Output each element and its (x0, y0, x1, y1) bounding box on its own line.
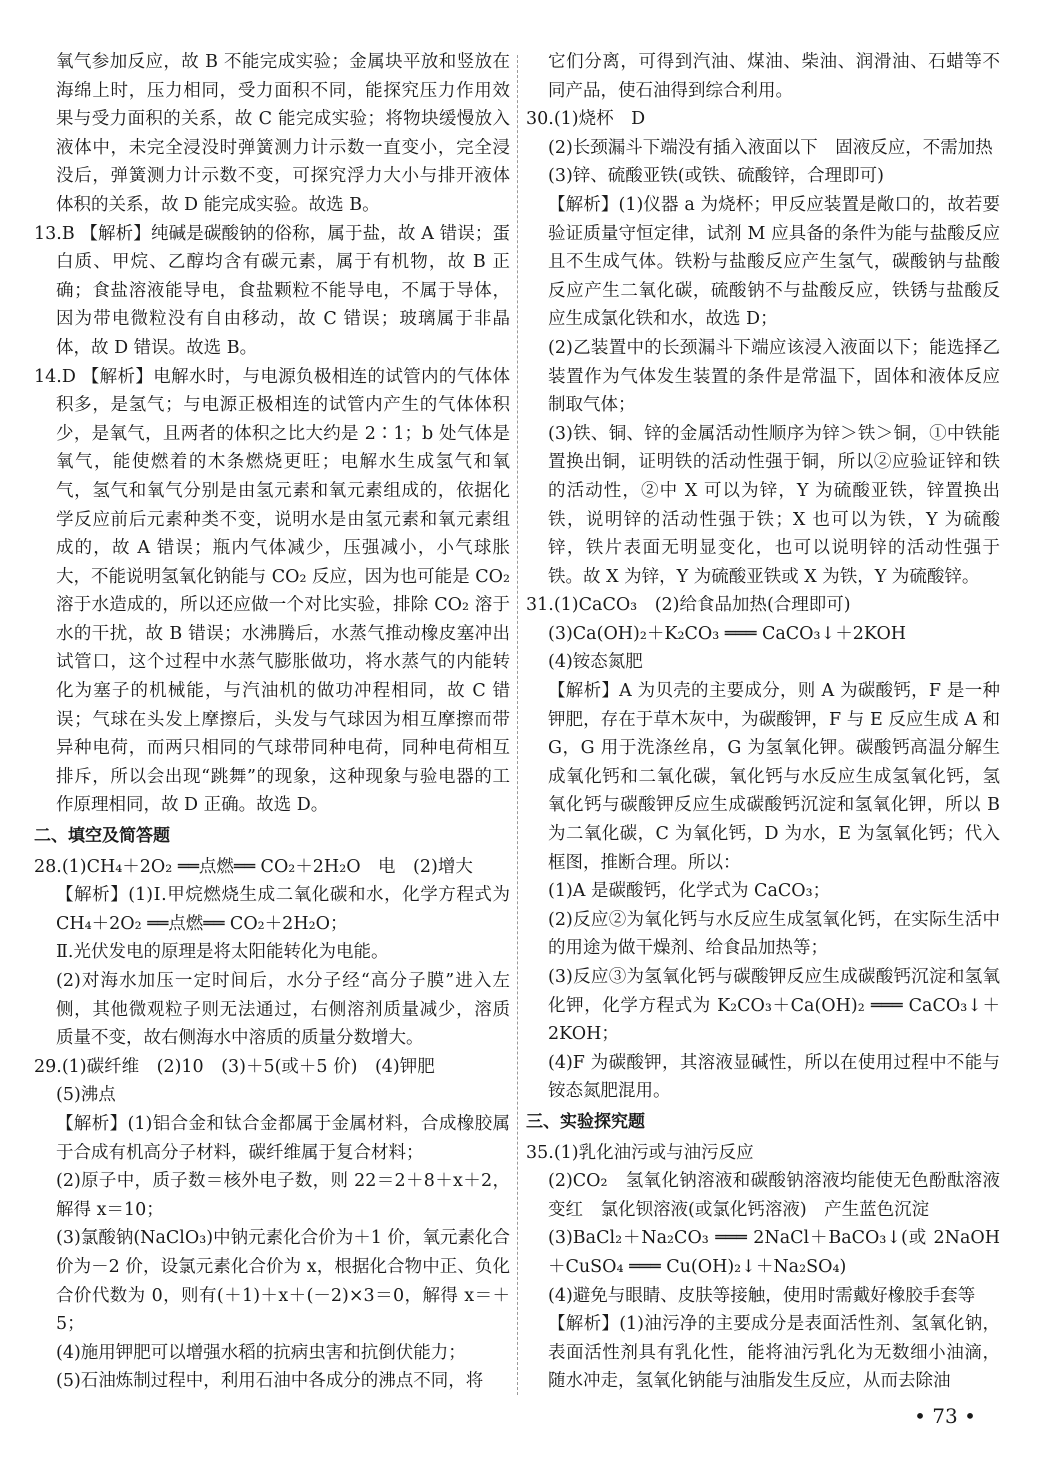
paragraph: 31.(1)CaCO₃ (2)给食品加热(合理即可) (526, 595, 851, 616)
paragraph: Ⅱ.光伏发电的原理是将太阳能转化为电能。 (56, 942, 389, 963)
paragraph: (1)A 是碳酸钙，化学式为 CaCO₃； (548, 881, 831, 902)
paragraph: 【解析】A 为贝壳的主要成分，则 A 为碳酸钙，F 是一种钾肥，存在于草木灰中，为碳酸钾，F 与 E 反应生成 A 和 G，G 用于洗涤丝帛，G 为氢氧化钾。碳酸钙高温分解生成氧化钙和二氧化碳，氧化钙与水反应生成氢氧化钙，氢氧化钙与碳酸钾反应生成碳酸钙沉淀和氢氧化钾，所以 B 为二氧化碳，C 为氧化钙，D 为水，E 为氢氧化钙；代入框图，推断合理。所以： (548, 681, 1000, 873)
paragraph: 【解析】(1)仪器 a 为烧杯；甲反应装置是敞口的，故若要验证质量守恒定律，试剂 M 应具备的条件为能与盐酸反应且不生成气体。铁粉与盐酸反应产生氢气，碳酸钠与盐酸反应产生二氧化碳，硫酸钠不与盐酸反应，铁锈与盐酸反应生成氯化铁和水，故选 D； (548, 194, 1000, 330)
paragraph: 它们分离，可得到汽油、煤油、柴油、润滑油、石蜡等不同产品，使石油得到综合利用。 (548, 52, 1000, 101)
paragraph: (2)CO₂ 氢氧化钠溶液和碳酸钠溶液均能使无色酚酞溶液变红 氯化钡溶液(或氯化钙溶液) 产生蓝色沉淀 (548, 1171, 1000, 1220)
page-number: • 73 • (914, 1404, 976, 1428)
paragraph: (2)对海水加压一定时间后，水分子经“高分子膜”进入左侧，其他微观粒子则无法通过，右侧溶剂质量减少，溶质质量不变，故右侧海水中溶质的质量分数增大。 (56, 971, 510, 1049)
paragraph: 29.(1)碳纤维 (2)10 (3)＋5(或＋5 价) (4)钾肥 (34, 1056, 435, 1077)
paragraph: (2)长颈漏斗下端没有插入液面以下 固液反应，不需加热 (548, 137, 993, 158)
paragraph: (2)乙装置中的长颈漏斗下端应该浸入液面以下；能选择乙装置作为气体发生装置的条件是常温下，固体和液体反应制取气体； (548, 337, 1000, 416)
right-column (526, 48, 1000, 1396)
paragraph: (3)Ca(OH)₂＋K₂CO₃ ═══ CaCO₃↓＋2KOH (548, 623, 907, 644)
paragraph: (5)沸点 (56, 1085, 116, 1106)
section-heading: 二、填空及简答题 (34, 826, 170, 847)
paragraph: 28.(1)CH₄＋2O₂ ══点燃══ CO₂＋2H₂O 电 (2)增大 (34, 856, 473, 877)
paragraph: (4)避免与眼睛、皮肤等接触，使用时需戴好橡胶手套等 (548, 1285, 976, 1306)
paragraph: (2)反应②为氧化钙与水反应生成氢氧化钙，在实际生活中的用途为做干燥剂、给食品加热等； (548, 909, 1000, 959)
paragraph: (3)反应③为氢氧化钙与碳酸钾反应生成碳酸钙沉淀和氢氧化钾，化学方程式为 K₂CO₃＋Ca(OH)₂ ═══ CaCO₃↓＋2KOH； (548, 967, 1000, 1045)
paragraph: 35.(1)乳化油污或与油污反应 (526, 1142, 754, 1163)
paragraph: 14.D 【解析】电解水时，与电源负极相连的试管内的气体体积多，是氢气；与电源正极相连的试管内产生的气体体积少，是氧气，且两者的体积之比大约是 2∶1；b 处气体是氧气，能使燃着的木条燃烧更旺；电解水生成氢气和氧气，氢气和氧气分别是由氢元素和氧元素组成的，依据化学反应前后元素种类不变，说明水是由氢元素和氧元素组成的，故 A 错误；瓶内气体减少，压强减小，小气球胀大，不能说明氢氧化钠能与 CO₂ 反应，因为也可能是 CO₂ 溶于水造成的，所以还应做一个对比实验，排除 CO₂ 溶于水的干扰，故 B 错误；水沸腾后，水蒸气推动橡皮塞冲出试管口，这个过程中水蒸气膨胀做功，将水蒸气的内能转化为塞子的机械能，与汽油机的做功冲程相同，故 C 错误；气球在头发上摩擦后，头发与气球因为相互摩擦而带异种电荷，而两只相同的气球带同种电荷，同种电荷相互排斥，所以会出现“跳舞”的现象，这种现象与验电器的工作原理相同，故 D 正确。故选 D。 (34, 366, 510, 816)
section-heading: 三、实验探究题 (526, 1111, 645, 1132)
paragraph: 【解析】(1)铝合金和钛合金都属于金属材料，合成橡胶属于合成有机高分子材料，碳纤维属于复合材料； (56, 1113, 510, 1163)
paragraph: (3)BaCl₂＋Na₂CO₃ ═══ 2NaCl＋BaCO₃↓(或 2NaOH＋CuSO₄ ═══ Cu(OH)₂↓＋Na₂SO₄) (548, 1228, 1000, 1277)
paragraph: 13.B 【解析】纯碱是碳酸钠的俗称，属于盐，故 A 错误；蛋白质、甲烷、乙醇均含有碳元素，属于有机物，故 B 正确；食盐溶液能导电，食盐颗粒不能导电，不属于导体，因为带电微粒没有自由移动，故 C 错误；玻璃属于非晶体，故 D 错误。故选 B。 (34, 223, 510, 358)
paragraph: (5)石油炼制过程中，利用石油中各成分的沸点不同，将 (56, 1371, 484, 1392)
left-column (34, 48, 510, 1396)
paragraph: (4)铵态氮肥 (548, 652, 643, 673)
paragraph: (3)氯酸钠(NaClO₃)中钠元素化合价为＋1 价，氧元素化合价为－2 价，设氯元素化合价为 x，根据化合物中正、负化合价代数为 0，则有(＋1)＋x＋(－2)×3＝0，解得 x＝＋5； (56, 1228, 510, 1335)
column-divider (517, 55, 518, 1395)
paragraph: (2)原子中，质子数＝核外电子数，则 22＝2＋8＋x＋2，解得 x＝10； (56, 1171, 510, 1220)
paragraph: (4)施用钾肥可以增强水稻的抗病虫害和抗倒伏能力； (56, 1342, 466, 1363)
paragraph: (3)锌、硫酸亚铁(或铁、硫酸锌，合理即可) (548, 166, 884, 187)
paragraph: 30.(1)烧杯 D (526, 109, 646, 130)
paragraph: 氧气参加反应，故 B 不能完成实验；金属块平放和竖放在海绵上时，压力相同，受力面积不同，能探究压力作用效果与受力面积的关系，故 C 能完成实验；将物块缓慢放入液体中，未完全浸没时弹簧测力计示数一直变小，完全浸没后，弹簧测力计示数不变，可探究浮力大小与排开液体体积的关系，故 D 能完成实验。故选 B。 (56, 52, 510, 215)
paragraph: (3)铁、铜、锌的金属活动性顺序为锌＞铁＞铜，①中铁能置换出铜，证明铁的活动性强于铜，所以②应验证锌和铁的活动性，②中 X 可以为锌，Y 为硫酸亚铁，锌置换出铁，说明锌的活动性强于铁；X 也可以为铁，Y 为硫酸锌，铁片表面无明显变化，也可以说明锌的活动性强于铁。故 X 为锌，Y 为硫酸亚铁或 X 为铁，Y 为硫酸锌。 (548, 423, 1000, 587)
paragraph: 【解析】(1)油污净的主要成分是表面活性剂、氢氧化钠，表面活性剂具有乳化性，能将油污乳化为无数细小油滴，随水冲走，氢氧化钠能与油脂发生反应，从而去除油 (548, 1314, 1000, 1392)
paragraph: (4)F 为碳酸钾，其溶液显碱性，所以在使用过程中不能与铵态氮肥混用。 (548, 1052, 1000, 1102)
paragraph: 【解析】(1)Ⅰ.甲烷燃烧生成二氧化碳和水，化学方程式为 CH₄＋2O₂ ══点燃══ CO₂＋2H₂O； (56, 885, 510, 934)
